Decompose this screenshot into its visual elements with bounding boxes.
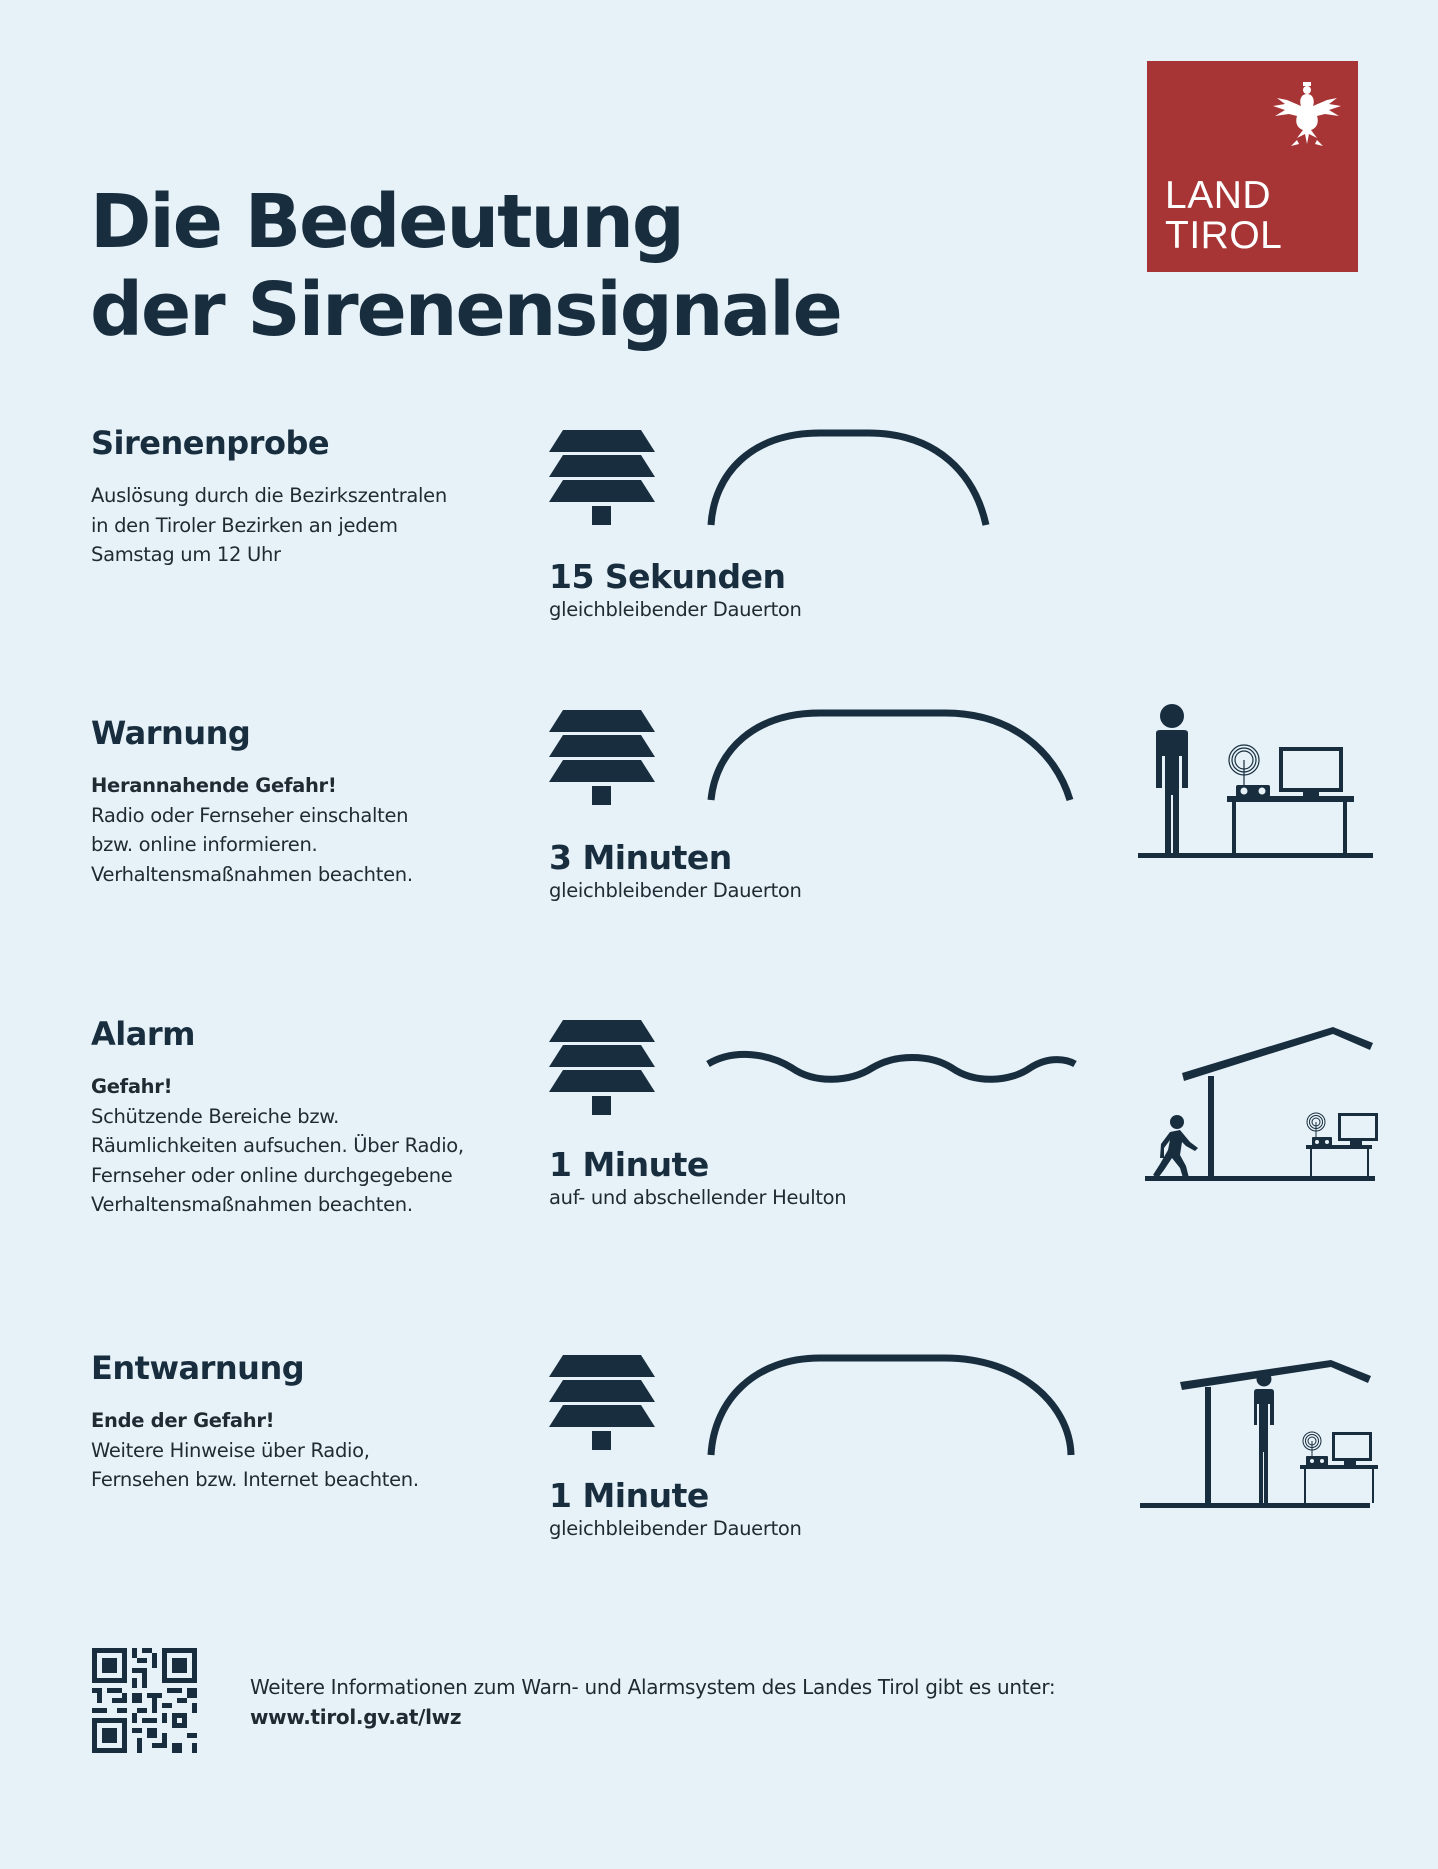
duration-label: 1 Minute bbox=[549, 1145, 709, 1184]
section-heading: Warnung bbox=[91, 714, 251, 752]
description-line: Auslösung durch die Bezirkszentralen bbox=[91, 484, 447, 507]
tone-label: gleichbleibender Dauerton bbox=[549, 598, 802, 621]
description-line: bzw. online informieren. bbox=[91, 833, 318, 856]
section-heading: Entwarnung bbox=[91, 1349, 305, 1387]
section-description bbox=[91, 771, 511, 889]
description-line: Schützende Bereiche bzw. bbox=[91, 1104, 340, 1128]
person-walking-into-house-illustration bbox=[1140, 1020, 1380, 1185]
duration-label: 3 Minuten bbox=[549, 838, 732, 877]
section-alarm bbox=[91, 1014, 511, 1220]
footer-info-text: Weitere Informationen zum Warn- und Alarmsystem des Landes Tirol gibt es unter: bbox=[250, 1675, 1056, 1699]
section-emphasis: Ende der Gefahr! bbox=[91, 1409, 275, 1432]
section-description bbox=[91, 481, 511, 570]
description-line: Verhaltensmaßnahmen beachten. bbox=[91, 1193, 413, 1216]
tone-label: gleichbleibender Dauerton bbox=[549, 1517, 802, 1540]
footer-url-link[interactable]: www.tirol.gv.at/lwz bbox=[250, 1705, 462, 1729]
section-description bbox=[91, 1406, 511, 1495]
section-sirenenprobe bbox=[91, 423, 511, 570]
siren-icon bbox=[549, 430, 655, 526]
qr-code-icon[interactable] bbox=[92, 1648, 197, 1753]
siren-icon bbox=[549, 710, 655, 806]
duration-block bbox=[549, 1476, 802, 1542]
duration-label: 1 Minute bbox=[549, 1476, 709, 1515]
title-line-1: Die Bedeutung bbox=[90, 179, 683, 265]
section-heading: Alarm bbox=[91, 1015, 195, 1053]
signal-long-steady-icon bbox=[700, 705, 1080, 805]
siren-icon bbox=[549, 1355, 655, 1451]
tone-label: gleichbleibender Dauerton bbox=[549, 879, 802, 902]
signal-wave-icon bbox=[700, 1050, 1080, 1090]
tyrolean-eagle-icon bbox=[1267, 76, 1347, 156]
person-inside-house-illustration bbox=[1138, 1352, 1378, 1512]
tone-label: auf- und abschellender Heulton bbox=[549, 1186, 847, 1209]
title-line-2: der Sirenensignale bbox=[90, 267, 841, 353]
footer-info bbox=[250, 1672, 1055, 1732]
description-line: in den Tiroler Bezirken an jedem bbox=[91, 513, 398, 537]
description-line: Samstag um 12 Uhr bbox=[91, 543, 281, 566]
description-line: Räumlichkeiten aufsuchen. Über Radio, bbox=[91, 1134, 464, 1157]
section-emphasis: Herannahende Gefahr! bbox=[91, 774, 337, 797]
signal-long-steady-icon bbox=[700, 1350, 1080, 1460]
land-tirol-logo bbox=[1147, 61, 1358, 272]
duration-block bbox=[549, 1145, 846, 1211]
siren-icon bbox=[549, 1020, 655, 1116]
description-line: Fernseher oder online durchgegebene bbox=[91, 1163, 453, 1187]
description-line: Verhaltensmaßnahmen beachten. bbox=[91, 862, 413, 886]
description-line: Fernsehen bzw. Internet beachten. bbox=[91, 1468, 419, 1491]
logo-line-land: LAND bbox=[1165, 174, 1272, 217]
section-emphasis: Gefahr! bbox=[91, 1075, 173, 1098]
section-description bbox=[91, 1072, 511, 1220]
person-with-radio-and-tv-illustration bbox=[1138, 700, 1378, 860]
section-warnung bbox=[91, 713, 511, 889]
description-line: Weitere Hinweise über Radio, bbox=[91, 1438, 370, 1462]
logo-wordmark bbox=[1165, 176, 1282, 256]
duration-block bbox=[549, 557, 802, 623]
signal-short-steady-icon bbox=[700, 425, 1000, 530]
duration-block bbox=[549, 838, 802, 904]
section-heading: Sirenenprobe bbox=[91, 424, 330, 462]
section-entwarnung bbox=[91, 1348, 511, 1495]
duration-label: 15 Sekunden bbox=[549, 557, 786, 596]
page-title bbox=[90, 178, 841, 354]
logo-line-tirol: TIROL bbox=[1165, 214, 1283, 257]
description-line: Radio oder Fernseher einschalten bbox=[91, 803, 409, 827]
